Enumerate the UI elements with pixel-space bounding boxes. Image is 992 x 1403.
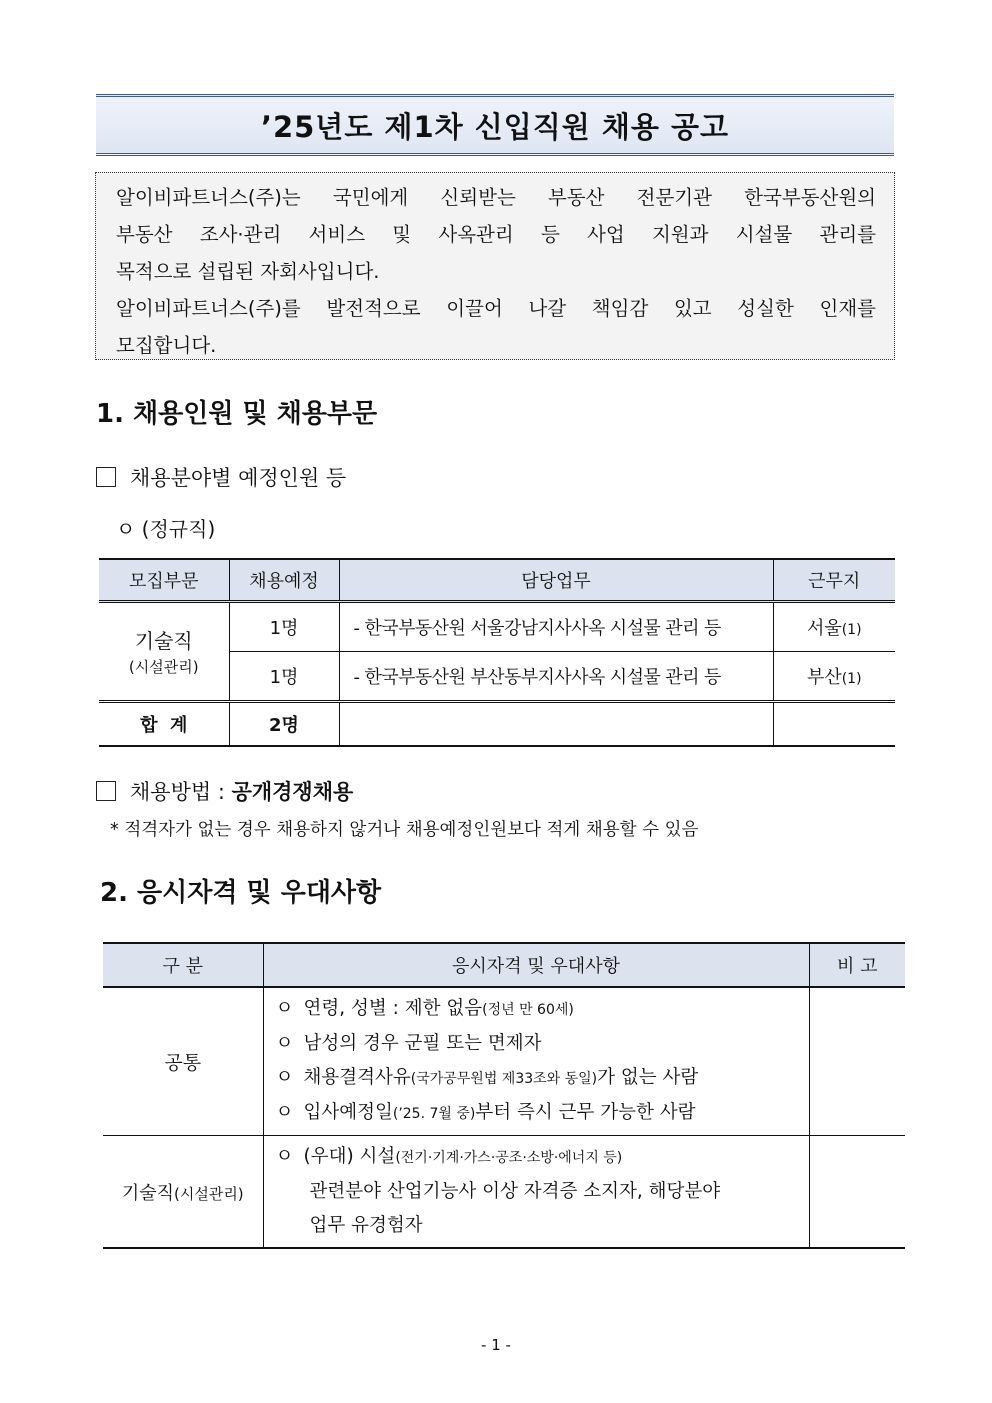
bullet-icon: ㅇ: [275, 1067, 294, 1088]
section2-heading: 2. 응시자격 및 우대사항: [100, 878, 382, 908]
duty-cell: - 한국부동산원 부산동부지사사옥 시설물 관리 등: [339, 652, 773, 702]
total-label: 합 계: [99, 702, 229, 747]
method-value: 공개경쟁채용: [231, 780, 354, 804]
category-main: 기술직: [134, 629, 193, 653]
empty-cell: [773, 702, 895, 747]
intro-box: [95, 172, 895, 360]
qual-tail: 부터 즉시 근무 가능한 사람: [475, 1102, 696, 1123]
table-row: [99, 602, 895, 652]
tech-label-main: 기술직: [121, 1182, 174, 1204]
table-row: [103, 1136, 905, 1249]
place-cell: [773, 602, 895, 652]
qual-note: (국가공무원법 제33조와 동일): [410, 1071, 598, 1087]
col-header: 구 분: [103, 943, 263, 987]
qual-item: [276, 1061, 801, 1096]
bullet-icon: ㅇ: [275, 1102, 294, 1123]
bullet-icon: ㅇ: [275, 1146, 294, 1167]
place-name: 서울: [806, 618, 842, 639]
count-cell: 1명: [229, 652, 339, 702]
intro-line: 부동산 조사·관리 서비스 및 사옥관리 등 사업 지원과 시설물 관리를: [116, 223, 876, 246]
common-quals: [263, 987, 809, 1136]
qual-item: [276, 992, 801, 1027]
qual-text: 연령, 성별 : 제한 없음: [303, 998, 483, 1019]
recruit-note: * 적격자가 없는 경우 채용하지 않거나 채용예정인원보다 적게 채용할 수 있음: [110, 820, 699, 840]
employment-type: ㅇ (정규직): [116, 517, 216, 541]
common-label: 공통: [103, 987, 263, 1136]
col-header: 채용예정: [229, 559, 339, 602]
qualification-table: [103, 942, 905, 1249]
qual-item: [276, 1140, 801, 1175]
col-header: 근무지: [773, 559, 895, 602]
total-count: 2명: [229, 702, 339, 747]
qual-note: (전기·기계·가스·공조·소방·에너지 등): [395, 1150, 623, 1166]
qual-item: [276, 1096, 801, 1131]
intro-line: 목적으로 설립된 자회사입니다.: [116, 260, 380, 283]
table-row: [103, 987, 905, 1136]
tech-label-sub: (시설관리): [174, 1184, 244, 1203]
col-header: 담당업무: [339, 559, 773, 602]
qual-note: (’25. 7월 중): [392, 1106, 476, 1122]
intro-line: 모집합니다.: [116, 334, 217, 357]
note-cell: [809, 1136, 905, 1249]
checkbox-square-icon: [96, 467, 116, 487]
total-row: [99, 702, 895, 747]
place-cell: [773, 652, 895, 702]
place-count: (1): [841, 671, 862, 687]
qual-note: (정년 만 60세): [482, 1002, 574, 1018]
section1-heading: 1. 채용인원 및 채용부문: [96, 399, 378, 429]
intro-line: 알이비파트너스(주)는 국민에게 신뢰받는 부동산 전문기관 한국부동산원의: [116, 186, 876, 209]
category-sub: (시설관리): [128, 658, 199, 676]
section1-sub1: [96, 462, 346, 492]
tech-label: [103, 1136, 263, 1249]
intro-line: 알이비파트너스(주)를 발전적으로 이끌어 나갈 책임감 있고 성실한 인재를: [116, 297, 876, 320]
category-cell: [99, 602, 229, 702]
empty-cell: [339, 702, 773, 747]
qual-text: 입사예정일: [303, 1102, 393, 1123]
qual-text: 채용결격사유: [303, 1067, 411, 1088]
method-label: 채용방법 :: [130, 780, 232, 804]
qual-item: [276, 1027, 801, 1061]
sub1-label: 채용분야별 예정인원 등: [130, 466, 347, 490]
bullet-icon: ㅇ: [275, 998, 294, 1019]
page-title: ’25년도 제1차 신입직원 채용 공고: [96, 94, 894, 156]
place-name: 부산: [806, 667, 842, 688]
col-header: 응시자격 및 우대사항: [263, 943, 809, 987]
recruit-method: [96, 776, 353, 806]
place-count: (1): [841, 622, 862, 638]
duty-cell: - 한국부동산원 서울강남지사사옥 시설물 관리 등: [339, 602, 773, 652]
checkbox-square-icon: [96, 781, 116, 801]
recruit-table: [99, 558, 895, 747]
qual-text: (우대) 시설: [303, 1146, 396, 1167]
qual-text-cont: 관련분야 산업기능사 이상 자격증 소지자, 해당분야: [309, 1181, 721, 1202]
qual-text: 남성의 경우 군필 또는 면제자: [303, 1033, 542, 1054]
bullet-icon: ㅇ: [275, 1033, 294, 1054]
col-header: 모집부문: [99, 559, 229, 602]
qual-text-cont: 업무 유경험자: [309, 1215, 423, 1236]
col-header: 비 고: [809, 943, 905, 987]
count-cell: 1명: [229, 602, 339, 652]
tech-quals: [263, 1136, 809, 1249]
page-number: - 1 -: [481, 1336, 511, 1354]
note-cell: [809, 987, 905, 1136]
qual-tail: 가 없는 사람: [597, 1067, 699, 1088]
